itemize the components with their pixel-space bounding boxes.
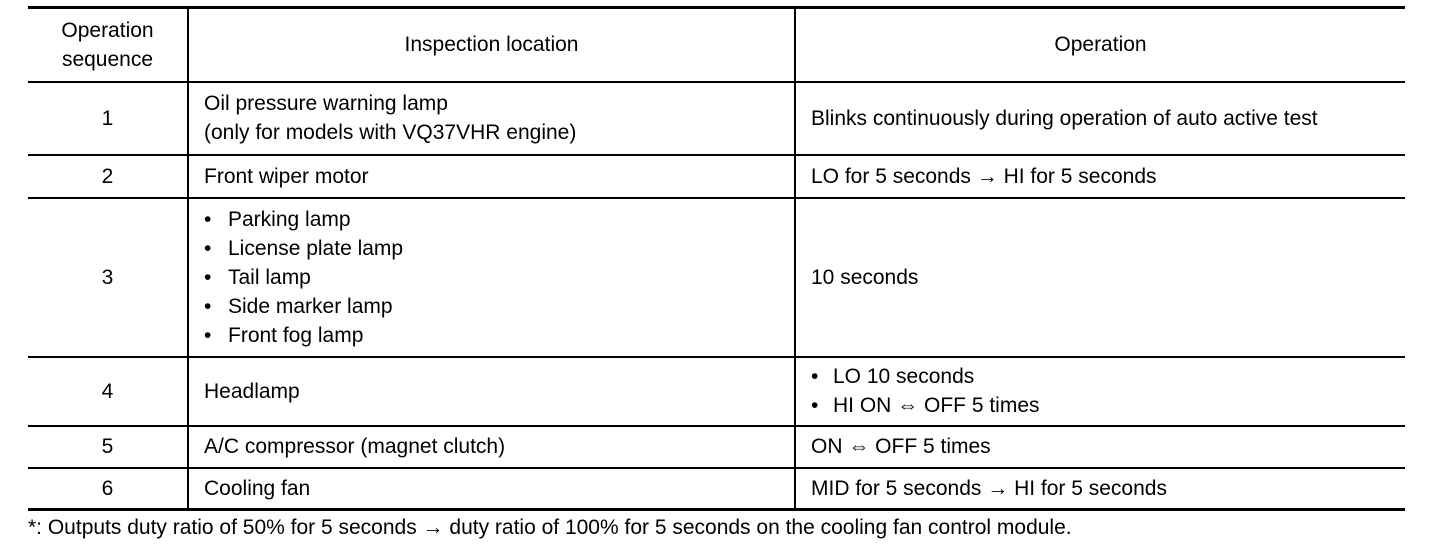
header-sequence-line2: sequence — [61, 47, 154, 71]
list-item-label: LO 10 seconds — [833, 365, 975, 388]
list-item — [811, 391, 1405, 420]
list-item-label: Side marker lamp — [228, 294, 393, 318]
header-sequence — [28, 8, 188, 82]
table-row — [28, 155, 1405, 198]
sequence-cell: 6 — [28, 468, 188, 510]
location-line: (only for models with VQ37VHR engine) — [204, 121, 577, 144]
list-item — [204, 205, 794, 234]
table-row — [28, 426, 1405, 468]
operation-cell — [795, 357, 1405, 426]
list-item-label: License plate lamp — [228, 236, 404, 260]
bullet-icon: • — [204, 207, 212, 231]
sequence-cell: 1 — [28, 82, 188, 155]
operation-cell: 10 seconds — [795, 198, 1405, 357]
bullet-icon: • — [811, 394, 819, 417]
location-cell: Headlamp — [188, 357, 795, 426]
list-item-label: Front fog lamp — [228, 323, 364, 347]
bullet-icon: • — [204, 236, 212, 260]
location-cell: Front wiper motor — [188, 155, 795, 198]
operation-bullet-list — [811, 362, 1405, 420]
list-item-label: Parking lamp — [228, 207, 351, 231]
location-bullet-list — [204, 205, 794, 350]
header-row — [28, 8, 1405, 82]
bullet-icon: • — [204, 265, 212, 289]
location-cell: Cooling fan — [188, 468, 795, 510]
footnote: *: Outputs duty ratio of 50% for 5 seconds → duty ratio of 100% for 5 seconds on the cooling fan control module. — [28, 516, 1072, 539]
location-line: Oil pressure warning lamp — [204, 92, 448, 115]
sequence-cell: 4 — [28, 357, 188, 426]
list-item — [204, 263, 794, 292]
bullet-icon: • — [204, 323, 212, 347]
header-location: Inspection location — [188, 8, 795, 82]
table-row — [28, 468, 1405, 510]
sequence-cell: 2 — [28, 155, 188, 198]
sequence-cell: 5 — [28, 426, 188, 468]
list-item-label: Tail lamp — [228, 265, 311, 289]
operation-cell: Blinks continuously during operation of auto active test — [795, 82, 1405, 155]
header-sequence-line1: Operation — [61, 18, 154, 42]
list-item — [204, 292, 794, 321]
operation-cell: MID for 5 seconds → HI for 5 seconds — [795, 468, 1405, 510]
operation-cell: LO for 5 seconds → HI for 5 seconds — [795, 155, 1405, 198]
location-cell — [188, 82, 795, 155]
list-item — [811, 362, 1405, 391]
bullet-icon: • — [811, 365, 819, 388]
sequence-cell: 3 — [28, 198, 188, 357]
table-row — [28, 198, 1405, 357]
table-row — [28, 82, 1405, 155]
header-operation: Operation — [795, 8, 1405, 82]
list-item-label: HI ON ⇔ OFF 5 times — [833, 394, 1040, 417]
table-row — [28, 357, 1405, 426]
bullet-icon: • — [204, 294, 212, 318]
operation-cell: ON ⇔ OFF 5 times — [795, 426, 1405, 468]
location-cell: A/C compressor (magnet clutch) — [188, 426, 795, 468]
operation-table — [28, 6, 1405, 511]
location-cell — [188, 198, 795, 357]
list-item — [204, 321, 794, 350]
list-item — [204, 234, 794, 263]
